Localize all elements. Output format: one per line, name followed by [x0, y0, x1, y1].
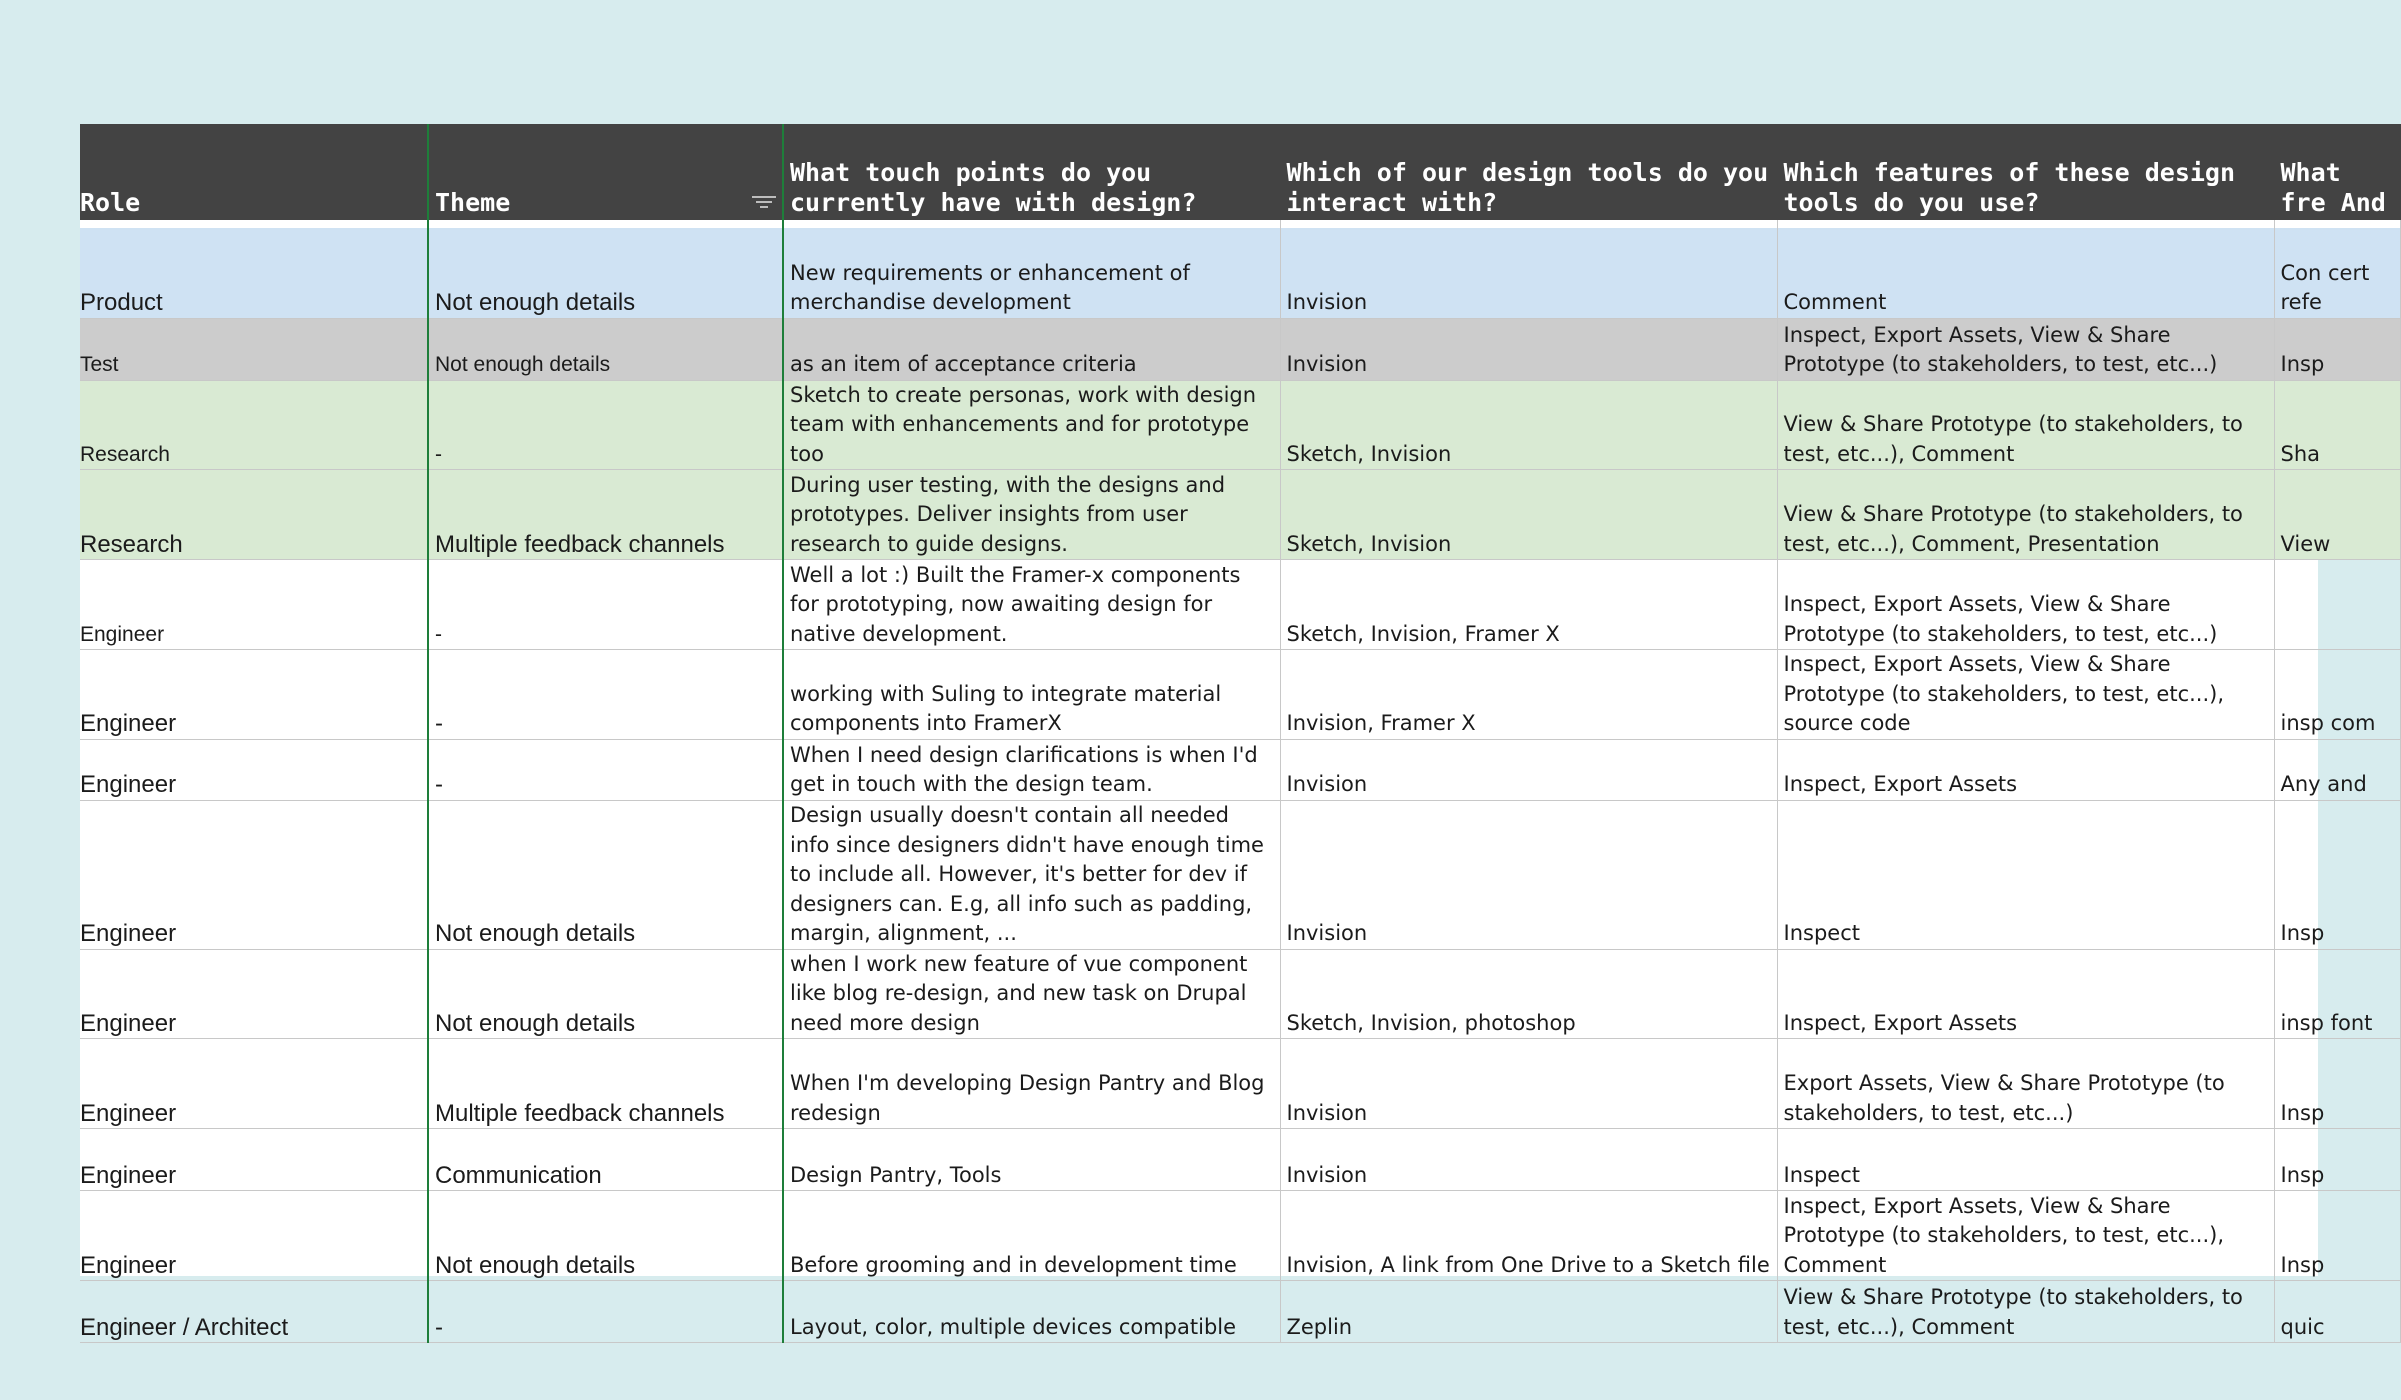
cell-tools[interactable]: Invision, Framer X	[1280, 650, 1777, 740]
cell-role[interactable]: Engineer	[80, 739, 428, 800]
cell-tools[interactable]: Sketch, Invision	[1280, 470, 1777, 560]
cell-tools[interactable]: Sketch, Invision, photoshop	[1280, 949, 1777, 1039]
cell-features[interactable]: Inspect	[1777, 1129, 2274, 1191]
cell-tools[interactable]: Invision	[1280, 739, 1777, 800]
cell-touch-points[interactable]: New requirements or enhancement of merchandise development	[783, 228, 1280, 318]
table-row	[80, 318, 2400, 380]
cell-touch-points[interactable]: Before grooming and in development time	[783, 1191, 1280, 1281]
table-row	[80, 1129, 2400, 1191]
cell-role[interactable]: Test	[80, 318, 428, 380]
cell-features[interactable]: Inspect, Export Assets, View & Share Prototype (to stakeholders, to test, etc...)	[1777, 560, 2274, 650]
table-row	[80, 1039, 2400, 1129]
cell-role[interactable]: Engineer	[80, 949, 428, 1039]
cell-role[interactable]: Research	[80, 470, 428, 560]
cell-role[interactable]: Engineer	[80, 650, 428, 740]
cell-theme[interactable]: Communication	[428, 1129, 783, 1191]
cell-tools[interactable]: Invision	[1280, 228, 1777, 318]
cell-more[interactable]: Any and	[2274, 739, 2400, 800]
header-touch-points[interactable]: What touch points do you currently have with design?	[783, 124, 1280, 220]
cell-tools[interactable]: Invision	[1280, 800, 1777, 949]
cell-theme[interactable]: Not enough details	[428, 228, 783, 318]
cell-more[interactable]: Insp	[2274, 800, 2400, 949]
table-row	[80, 650, 2400, 740]
table-row	[80, 380, 2400, 470]
spreadsheet	[80, 124, 2386, 1341]
cell-more[interactable]: insp com	[2274, 650, 2400, 740]
table-row	[80, 1281, 2400, 1343]
cell-more[interactable]: Insp	[2274, 318, 2400, 380]
cell-more[interactable]	[2274, 560, 2400, 650]
header-features[interactable]: Which features of these design tools do you use?	[1777, 124, 2274, 220]
table-row	[80, 1191, 2400, 1281]
cell-more[interactable]: Con cert refe	[2274, 228, 2400, 318]
cell-theme[interactable]: -	[428, 380, 783, 470]
cell-role[interactable]: Engineer	[80, 560, 428, 650]
cell-role[interactable]: Engineer	[80, 1129, 428, 1191]
cell-touch-points[interactable]: working with Suling to integrate material components into FramerX	[783, 650, 1280, 740]
cell-role[interactable]: Engineer	[80, 800, 428, 949]
cell-touch-points[interactable]: Well a lot :) Built the Framer-x components for prototyping, now awaiting design for native development.	[783, 560, 1280, 650]
cell-tools[interactable]: Invision	[1280, 318, 1777, 380]
cell-features[interactable]: View & Share Prototype (to stakeholders, to test, etc...), Comment, Presentation	[1777, 470, 2274, 560]
cell-touch-points[interactable]: Design Pantry, Tools	[783, 1129, 1280, 1191]
cell-more[interactable]: quic	[2274, 1281, 2400, 1343]
cell-theme[interactable]: -	[428, 739, 783, 800]
cell-more[interactable]: Sha	[2274, 380, 2400, 470]
table-row	[80, 800, 2400, 949]
table-row	[80, 470, 2400, 560]
cell-tools[interactable]: Invision	[1280, 1129, 1777, 1191]
cell-touch-points[interactable]: During user testing, with the designs and prototypes. Deliver insights from user research to guide designs.	[783, 470, 1280, 560]
survey-table	[80, 124, 2401, 1343]
table-row	[80, 560, 2400, 650]
cell-theme[interactable]: Not enough details	[428, 949, 783, 1039]
header-theme[interactable]: Theme	[428, 124, 783, 220]
cell-theme[interactable]: Not enough details	[428, 318, 783, 380]
cell-role[interactable]: Engineer / Architect	[80, 1281, 428, 1343]
cell-features[interactable]: Inspect, Export Assets	[1777, 949, 2274, 1039]
cell-features[interactable]: View & Share Prototype (to stakeholders, to test, etc...), Comment	[1777, 380, 2274, 470]
cell-touch-points[interactable]: Design usually doesn't contain all needed info since designers didn't have enough time to include all. However, it's better for dev if designers can. E.g, all info such as padding, margin, alignment, ...	[783, 800, 1280, 949]
cell-touch-points[interactable]: When I'm developing Design Pantry and Blog redesign	[783, 1039, 1280, 1129]
cell-theme[interactable]: Multiple feedback channels	[428, 470, 783, 560]
cell-features[interactable]: Export Assets, View & Share Prototype (to stakeholders, to test, etc...)	[1777, 1039, 2274, 1129]
cell-role[interactable]: Research	[80, 380, 428, 470]
cell-theme[interactable]: -	[428, 1281, 783, 1343]
cell-role[interactable]: Engineer	[80, 1039, 428, 1129]
cell-more[interactable]: View	[2274, 470, 2400, 560]
cell-theme[interactable]: -	[428, 650, 783, 740]
header-role[interactable]: Role	[80, 124, 428, 220]
cell-more[interactable]: Insp	[2274, 1129, 2400, 1191]
cell-tools[interactable]: Invision, A link from One Drive to a Sketch file	[1280, 1191, 1777, 1281]
cell-tools[interactable]: Sketch, Invision	[1280, 380, 1777, 470]
header-row	[80, 124, 2400, 220]
cell-features[interactable]: Inspect, Export Assets, View & Share Prototype (to stakeholders, to test, etc...), source code	[1777, 650, 2274, 740]
table-row	[80, 228, 2400, 318]
cell-role[interactable]: Engineer	[80, 1191, 428, 1281]
cell-features[interactable]: View & Share Prototype (to stakeholders, to test, etc...), Comment	[1777, 1281, 2274, 1343]
header-more[interactable]: What fre And	[2274, 124, 2400, 220]
cell-features[interactable]: Inspect, Export Assets, View & Share Prototype (to stakeholders, to test, etc...), Comment	[1777, 1191, 2274, 1281]
cell-features[interactable]: Inspect, Export Assets	[1777, 739, 2274, 800]
cell-tools[interactable]: Invision	[1280, 1039, 1777, 1129]
cell-touch-points[interactable]: when I work new feature of vue component like blog re-design, and new task on Drupal need more design	[783, 949, 1280, 1039]
cell-theme[interactable]: -	[428, 560, 783, 650]
cell-tools[interactable]: Zeplin	[1280, 1281, 1777, 1343]
cell-more[interactable]: Insp	[2274, 1039, 2400, 1129]
header-tools[interactable]: Which of our design tools do you interact with?	[1280, 124, 1777, 220]
cell-touch-points[interactable]: as an item of acceptance criteria	[783, 318, 1280, 380]
cell-theme[interactable]: Not enough details	[428, 1191, 783, 1281]
cell-features[interactable]: Comment	[1777, 228, 2274, 318]
filter-icon[interactable]	[752, 196, 776, 210]
cell-features[interactable]: Inspect	[1777, 800, 2274, 949]
cell-theme[interactable]: Not enough details	[428, 800, 783, 949]
cell-role[interactable]: Product	[80, 228, 428, 318]
cell-more[interactable]: Insp	[2274, 1191, 2400, 1281]
table-row	[80, 949, 2400, 1039]
cell-features[interactable]: Inspect, Export Assets, View & Share Prototype (to stakeholders, to test, etc...)	[1777, 318, 2274, 380]
cell-touch-points[interactable]: Layout, color, multiple devices compatible	[783, 1281, 1280, 1343]
table-row	[80, 739, 2400, 800]
cell-touch-points[interactable]: Sketch to create personas, work with design team with enhancements and for prototype too	[783, 380, 1280, 470]
cell-tools[interactable]: Sketch, Invision, Framer X	[1280, 560, 1777, 650]
cell-touch-points[interactable]: When I need design clarifications is when I'd get in touch with the design team.	[783, 739, 1280, 800]
cell-more[interactable]: insp font	[2274, 949, 2400, 1039]
cell-theme[interactable]: Multiple feedback channels	[428, 1039, 783, 1129]
